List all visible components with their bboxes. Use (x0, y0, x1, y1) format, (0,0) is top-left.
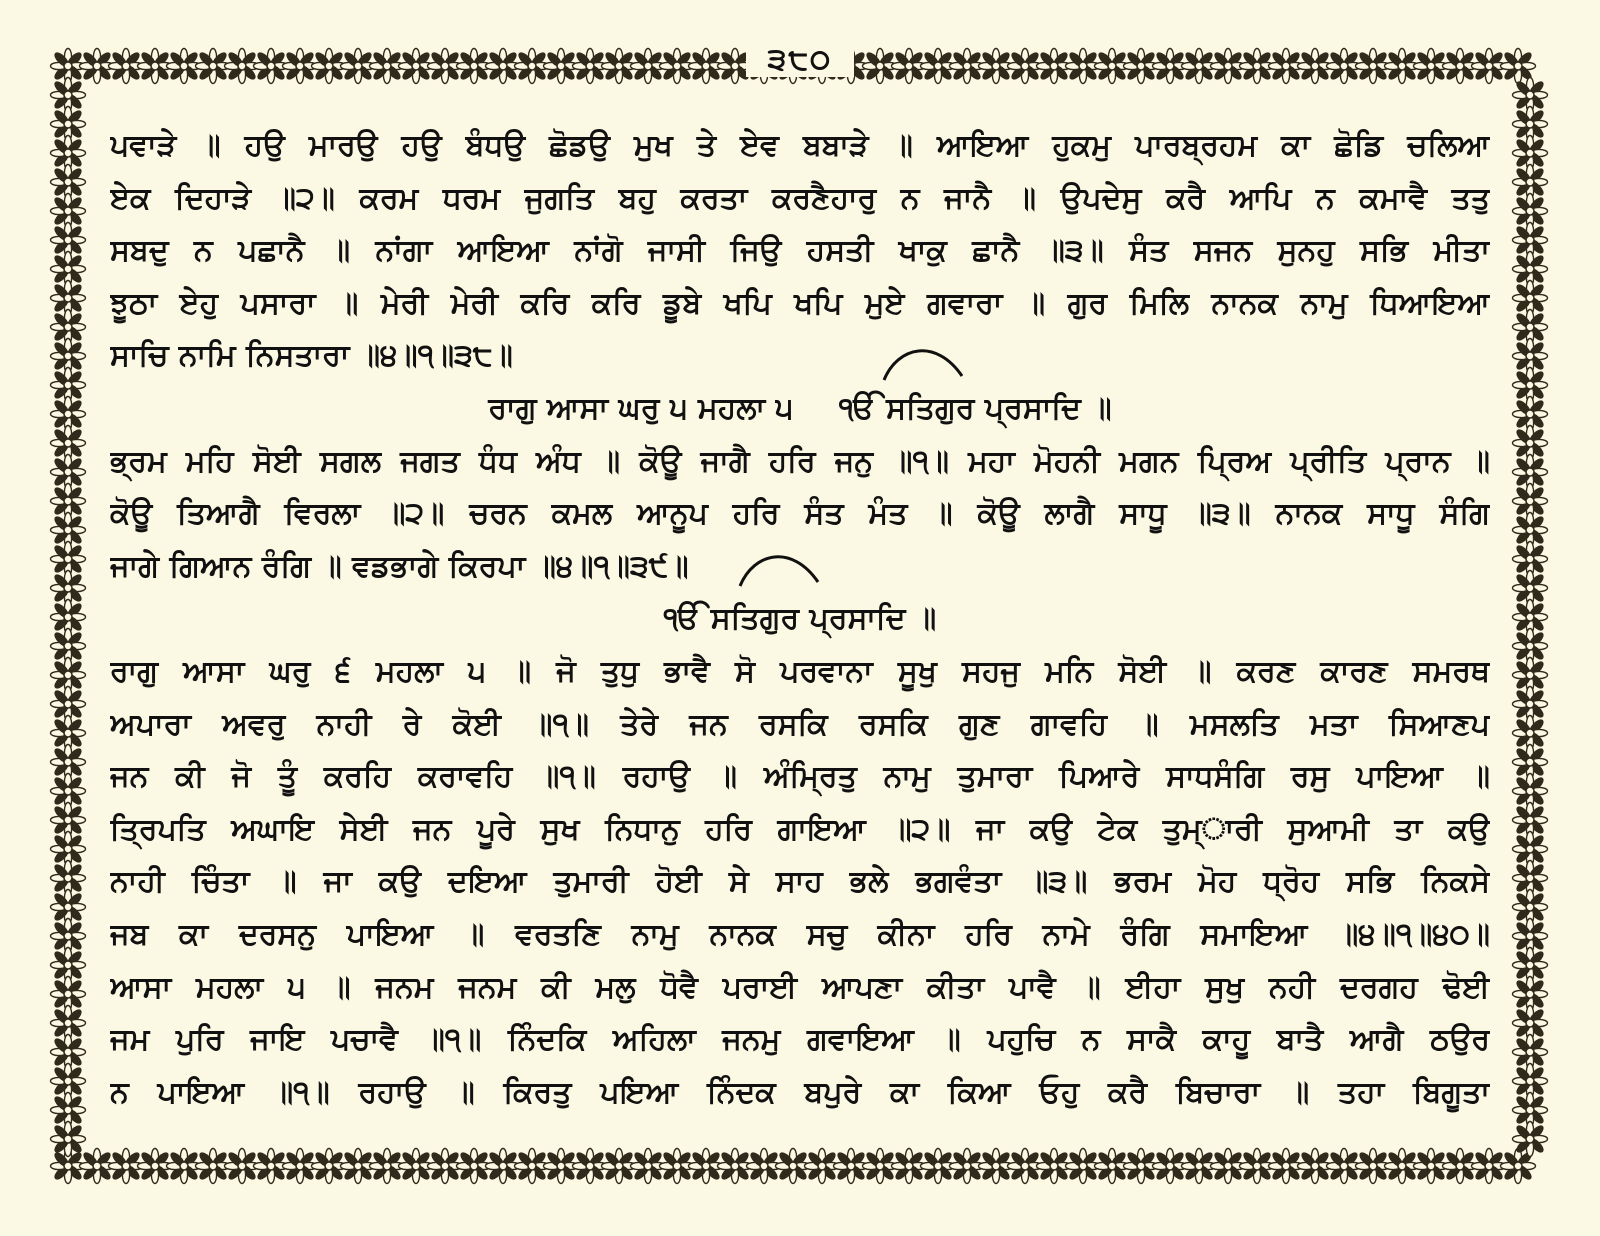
text-line (110, 488, 1490, 541)
line-text: ਅਪਾਰਾ ਅਵਰੁ ਨਾਹੀ ਰੇ ਕੋਈ ॥੧॥ ਤੇਰੇ ਜਨ ਰਸਕਿ ਰਸਕਿ ਗੁਣ ਗਾਵਹਿ ॥ ਮਸਲਤਿ ਮਤਾ ਸਿਆਣਪ (110, 706, 1490, 742)
page-number-text: ੩੮੦ (746, 42, 855, 77)
line-text: ਕੋਊ ਤਿਆਗੈ ਵਿਰਲਾ ॥੨॥ ਚਰਨ ਕਮਲ ਆਨੂਪ ਹਰਿ ਸੰਤ ਮੰਤ ॥ ਕੋਊ ਲਾਗੈ ਸਾਧੂ ॥੩॥ ਨਾਨਕ ਸਾਧੂ ਸੰਗਿ (110, 496, 1490, 532)
flower-ornament-icon (51, 1122, 86, 1157)
mool-mantar-heading: ੴ ਸਤਿਗੁਰ ਪ੍ਰਸਾਦਿ ॥ (839, 390, 1112, 426)
text-line (110, 225, 1490, 278)
section-heading (110, 383, 1490, 436)
text-line (110, 1014, 1490, 1067)
text-line (110, 330, 1490, 383)
text-line (110, 1067, 1490, 1120)
text-line (110, 278, 1490, 331)
line-text: ਸਾਚਿ ਨਾਮਿ ਨਿਸਤਾਰਾ ॥੪॥੧॥੩੮॥ (110, 338, 513, 374)
line-text: ਜਾਗੇ ਗਿਆਨ ਰੰਗਿ ॥ ਵਡਭਾਗੇ ਕਿਰਪਾ ॥੪॥੧॥੩੯॥ (110, 548, 689, 584)
line-text: ਭ੍ਰਮ ਮਹਿ ਸੋਈ ਸਗਲ ਜਗਤ ਧੰਧ ਅੰਧ ॥ ਕੋਊ ਜਾਗੈ ਹਰਿ ਜਨੁ ॥੧॥ ਮਹਾ ਮੋਹਨੀ ਮਗਨ ਪ੍ਰਿਅ ਪ੍ਰੀਤਿ ਪ੍ਰਾਨ ॥ (110, 443, 1490, 479)
line-text: ਨਾਹੀ ਚਿੰਤਾ ॥ ਜਾ ਕਉ ਦਇਆ ਤੁਮਾਰੀ ਹੋਈ ਸੇ ਸਾਹ ਭਲੇ ਭਗਵੰਤਾ ॥੩॥ ਭਰਮ ਮੋਹ ਧ੍ਰੋਹ ਸਭਿ ਨਿਕਸੇ (110, 864, 1490, 900)
text-line (110, 436, 1490, 489)
line-text: ਸਬਦੁ ਨ ਪਛਾਨੈ ॥ ਨਾਂਗਾ ਆਇਆ ਨਾਂਗੋ ਜਾਸੀ ਜਿਉ ਹਸਤੀ ਖਾਕੁ ਛਾਨੈ ॥੩॥ ਸੰਤ ਸਜਨ ਸੁਨਹੁ ਸਭਿ ਮੀਤਾ (110, 233, 1490, 269)
text-line (110, 646, 1490, 699)
line-text: ਤ੍ਰਿਪਤਿ ਅਘਾਇ ਸੇਈ ਜਨ ਪੂਰੇ ਸੁਖ ਨਿਧਾਨੁ ਹਰਿ ਗਾਇਆ ॥੨॥ ਜਾ ਕਉ ਟੇਕ ਤੁਮ੍ਾਰੀ ਸੁਆਮੀ ਤਾ ਕਉ (110, 811, 1490, 847)
text-line (110, 699, 1490, 752)
line-text: ਨ ਪਾਇਆ ॥੧॥ ਰਹਾਉ ॥ ਕਿਰਤੁ ਪਇਆ ਨਿੰਦਕ ਬਪੁਰੇ ਕਾ ਕਿਆ ਓਹੁ ਕਰੈ ਬਿਚਾਰਾ ॥ ਤਹਾ ਬਿਗੂਤਾ (110, 1074, 1490, 1110)
line-text: ਜਬ ਕਾ ਦਰਸਨੁ ਪਾਇਆ ॥ ਵਰਤਣਿ ਨਾਮੁ ਨਾਨਕ ਸਚੁ ਕੀਨਾ ਹਰਿ ਨਾਮੇ ਰੰਗਿ ਸਮਾਇਆ ॥੪॥੧॥੪੦॥ (110, 916, 1490, 952)
text-line (110, 173, 1490, 226)
line-text: ੴ ਸਤਿਗੁਰ ਪ੍ਰਸਾਦਿ ॥ (663, 601, 937, 637)
line-text: ਜਮ ਪੁਰਿ ਜਾਇ ਪਚਾਵੈ ॥੧॥ ਨਿੰਦਕਿ ਅਹਿਲਾ ਜਨਮੁ ਗਵਾਇਆ ॥ ਪਹੁਚਿ ਨ ਸਾਕੈ ਕਾਹੂ ਬਾਤੈ ਆਗੈ ਠਉਰ (110, 1022, 1490, 1058)
flower-ornament-icon (1513, 1122, 1548, 1157)
line-text: ਝੂਠਾ ਏਹੁ ਪਸਾਰਾ ॥ ਮੇਰੀ ਮੇਰੀ ਕਰਿ ਕਰਿ ਡੂਬੇ ਖਪਿ ਖਪਿ ਮੁਏ ਗਵਾਰਾ ॥ ਗੁਰ ਮਿਲਿ ਨਾਨਕ ਨਾਮੁ ਧਿਆਇਆ (110, 285, 1490, 321)
text-line (110, 962, 1490, 1015)
line-text: ਜਨ ਕੀ ਜੋ ਤੂੰ ਕਰਹਿ ਕਰਾਵਹਿ ॥੧॥ ਰਹਾਉ ॥ ਅੰਮ੍ਰਿਤੁ ਨਾਮੁ ਤੁਮਾਰਾ ਪਿਆਰੇ ਸਾਧਸੰਗਿ ਰਸੁ ਪਾਇਆ ॥ (110, 759, 1490, 795)
line-text: ਏਕ ਦਿਹਾੜੇ ॥੨॥ ਕਰਮ ਧਰਮ ਜੁਗਤਿ ਬਹੁ ਕਰਤਾ ਕਰਣੈਹਾਰੁ ਨ ਜਾਨੈ ॥ ਉਪਦੇਸੁ ਕਰੈ ਆਪਿ ਨ ਕਮਾਵੈ ਤਤੁ (110, 180, 1490, 216)
text-line (110, 856, 1490, 909)
line-text: ਪਵਾੜੇ ॥ ਹਉ ਮਾਰਉ ਹਉ ਬੰਧਉ ਛੋਡਉ ਮੁਖ ਤੇ ਏਵ ਬਬਾੜੇ ॥ ਆਇਆ ਹੁਕਮੁ ਪਾਰਬ੍ਰਹਮ ਕਾ ਛੋਡਿ ਚਲਿਆ (110, 128, 1490, 163)
section-heading (110, 593, 1490, 646)
line-text: ਰਾਗੁ ਆਸਾ ਘਰੁ ੬ ਮਹਲਾ ੫ ॥ ਜੋ ਤੁਧੁ ਭਾਵੈ ਸੋ ਪਰਵਾਨਾ ਸੂਖੁ ਸਹਜੁ ਮਨਿ ਸੋਈ ॥ ਕਰਣ ਕਾਰਣ ਸਮਰਥ (110, 653, 1490, 689)
line-text: ਰਾਗੁ ਆਸਾ ਘਰੁ ੫ ਮਹਲਾ ੫ (488, 390, 794, 426)
text-line (110, 541, 1490, 594)
text-line (110, 751, 1490, 804)
text-line (110, 804, 1490, 857)
text-line (110, 120, 1490, 173)
gurbani-text (110, 120, 1490, 1119)
line-text: ਆਸਾ ਮਹਲਾ ੫ ॥ ਜਨਮ ਜਨਮ ਕੀ ਮਲੁ ਧੋਵੈ ਪਰਾਈ ਆਪਣਾ ਕੀਤਾ ਪਾਵੈ ॥ ਈਹਾ ਸੁਖੁ ਨਹੀ ਦਰਗਹ ਢੋਈ (110, 969, 1490, 1005)
text-line (110, 909, 1490, 962)
page-number (0, 42, 1600, 77)
